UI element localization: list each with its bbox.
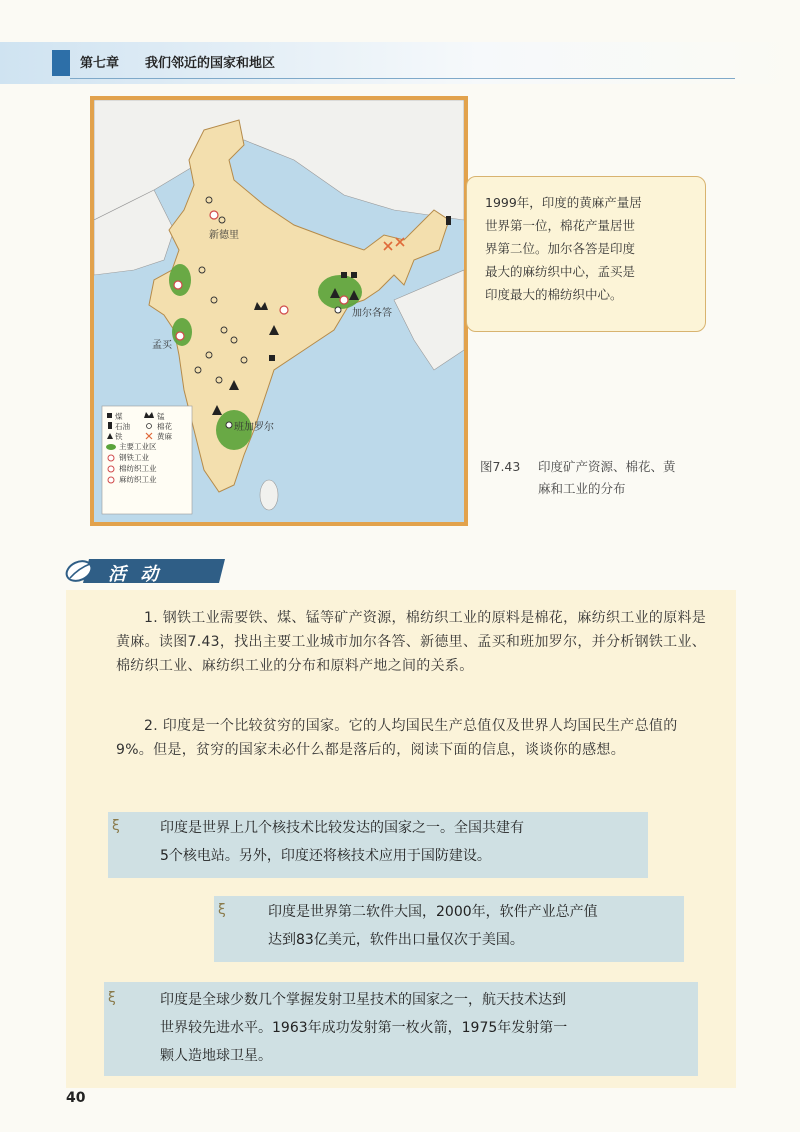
- activity-heading: [64, 556, 222, 586]
- coal-symbol: [341, 272, 347, 278]
- note-line: 印度是世界上几个核技术比较发达的国家之一。全国共建有: [160, 820, 524, 836]
- note-marker: ξ: [218, 902, 226, 918]
- info-line: 世界第一位，棉花产量居世: [485, 218, 636, 233]
- note-satellite: [160, 986, 690, 1070]
- legend-manganese: 锰: [157, 412, 165, 421]
- chapter-label: 第七章: [80, 56, 120, 71]
- cotton-textile-marker: [174, 281, 182, 289]
- legend-oil: 石油: [115, 422, 130, 431]
- legend-cotton: 棉花: [157, 422, 172, 431]
- note-line: 印度是世界第二软件大国，2000年，软件产业总产值: [268, 904, 598, 920]
- note-nuclear: [160, 814, 640, 870]
- note-line: 印度是全球少数几个掌握发射卫星技术的国家之一，航天技术达到: [160, 992, 566, 1008]
- city-dot-kolkata: [335, 307, 341, 313]
- note-line: 5个核电站。另外，印度还将核技术应用于国防建设。: [160, 848, 491, 864]
- coal-symbol: [269, 355, 275, 361]
- city-label-new-delhi: 新德里: [209, 230, 239, 241]
- info-line: 最大的麻纺织中心，孟买是: [485, 264, 636, 279]
- note-line: 达到83亿美元，软件出口量仅次于美国。: [268, 932, 524, 948]
- legend-steel: 钢铁工业: [119, 453, 149, 462]
- sri-lanka: [260, 480, 278, 510]
- legend-jute: 黄麻: [157, 432, 172, 441]
- legend-cotton-textile: 棉纺织工业: [119, 464, 157, 473]
- note-marker: ξ: [112, 818, 120, 834]
- info-box: [466, 176, 706, 332]
- note-line: 颗人造地球卫星。: [160, 1048, 272, 1064]
- activity-paragraph-1: 1. 钢铁工业需要铁、煤、锰等矿产资源，棉纺织工业的原料是棉花，麻纺织工业的原料是黄麻。读图7.43，找出主要工业城市加尔各答、新德里、孟买和班加罗尔，并分析钢铁工业、棉纺织工业、麻纺织工业的分布和原料产地之间的关系。: [116, 610, 707, 674]
- header-rule: [70, 78, 735, 79]
- note-software: [268, 898, 678, 954]
- info-line: 1999年，印度的黄麻产量居: [485, 195, 642, 210]
- note-marker: ξ: [108, 990, 116, 1006]
- info-line: 印度最大的棉纺织中心。: [485, 287, 623, 302]
- figure-caption: [480, 456, 720, 500]
- legend-coal: 煤: [115, 412, 123, 421]
- figure-caption-line2: 麻和工业的分布: [538, 481, 626, 496]
- figure-caption-line1: 印度矿产资源、棉花、黄: [538, 459, 676, 474]
- city-label-bangalore: 班加罗尔: [234, 422, 274, 433]
- oil-symbol: [446, 216, 451, 225]
- legend-iron: 铁: [115, 432, 123, 441]
- chapter-tab-marker: [52, 50, 70, 76]
- coal-symbol: [351, 272, 357, 278]
- industrial-zone-kolkata: [318, 275, 362, 309]
- industrial-zone-gujarat: [169, 264, 191, 296]
- note-line: 世界较先进水平。1963年成功发射第一枚火箭，1975年发射第一: [160, 1020, 568, 1036]
- india-resource-map: [90, 96, 468, 526]
- city-label-kolkata: 加尔各答: [352, 308, 392, 319]
- city-dot-bangalore: [226, 422, 232, 428]
- city-label-mumbai: 孟买: [152, 340, 172, 351]
- legend-jute-textile: 麻纺织工业: [119, 475, 157, 484]
- steel-marker: [280, 306, 288, 314]
- legend-industrial-zone: 主要工业区: [119, 442, 157, 451]
- chapter-title: 我们邻近的国家和地区: [145, 56, 276, 71]
- activity-paragraph-2: 2. 印度是一个比较贫穷的国家。它的人均国民生产总值仅及世界人均国民生产总值的9%。但是，贫穷的国家未必什么都是落后的，阅读下面的信息，谈谈你的感想。: [116, 718, 678, 758]
- figure-number: 图7.43: [480, 459, 521, 474]
- map-svg: [94, 100, 464, 522]
- info-line: 界第二位。加尔各答是印度: [485, 241, 636, 256]
- page-number: 40: [66, 1090, 86, 1106]
- activity-title: 活 动: [108, 564, 163, 585]
- steel-marker: [210, 211, 218, 219]
- jute-textile-marker: [340, 296, 348, 304]
- leaf-icon: [64, 556, 94, 586]
- cotton-textile-marker: [176, 332, 184, 340]
